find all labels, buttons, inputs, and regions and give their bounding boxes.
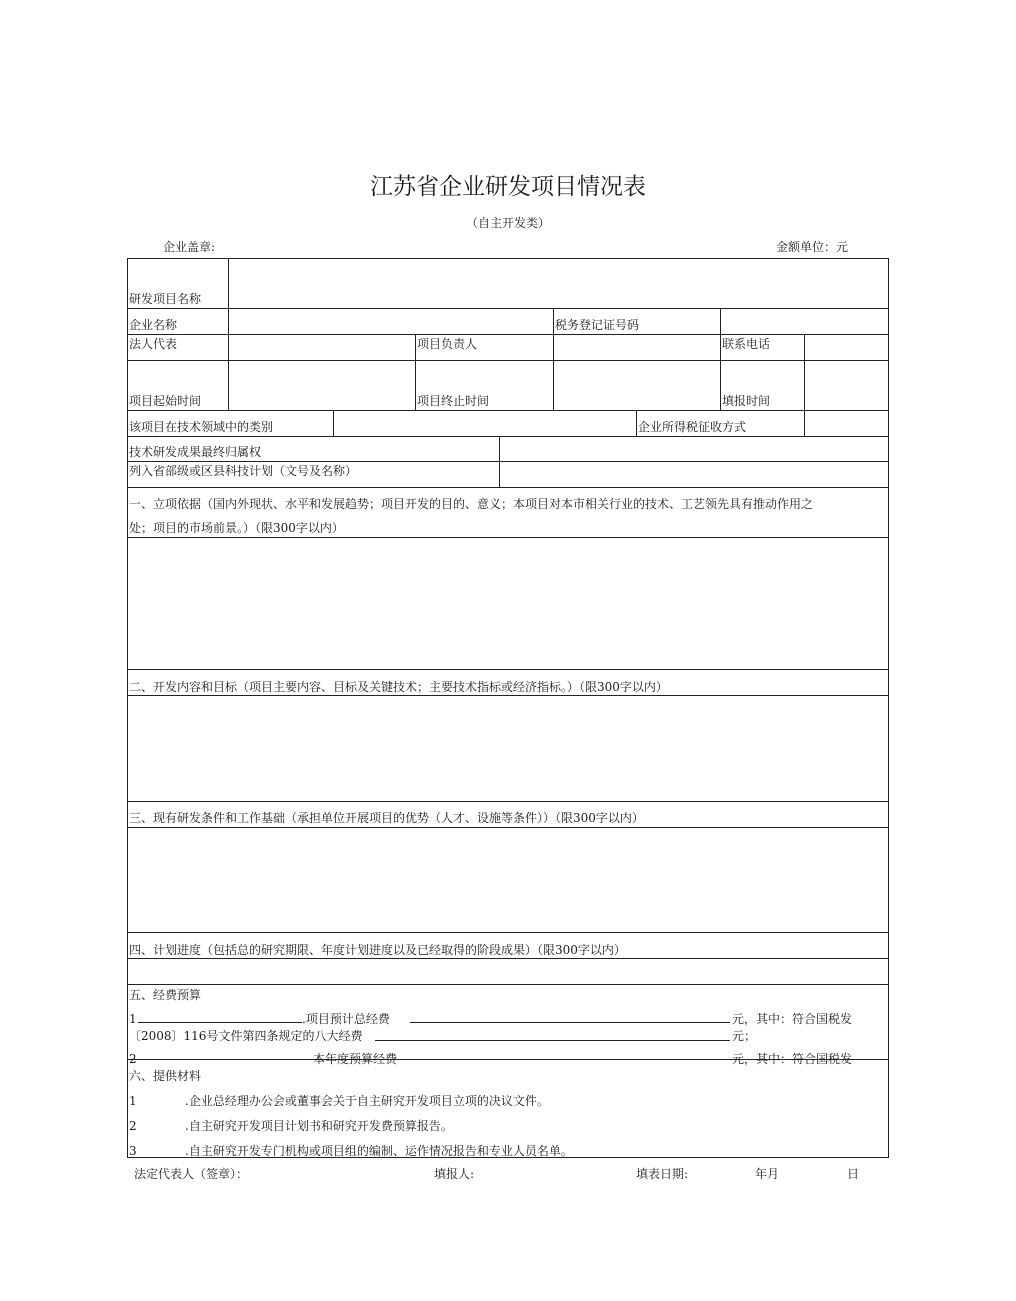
budget-line-2-suffix: 元； [732,1029,757,1043]
total-budget-input[interactable] [410,1022,730,1023]
section-1-heading-line2: 处；项目的市场前景。）（限300字以内） [129,521,344,535]
tech-category-input[interactable] [334,411,635,435]
section-4-textarea[interactable] [128,959,888,983]
section-3-heading: 三、现有研发条件和工作基础（承担单位开展项目的优势（人才、设施等条件））（限300字以内） [129,811,644,825]
end-time-label: 项目终止时间 [417,394,490,408]
budget-line-1-blank [138,1022,302,1023]
legal-rep-input[interactable] [229,335,414,359]
tax-reg-no-label: 税务登记证号码 [555,318,640,332]
budget-line-1-suffix: 元，其中：符合国税发 [732,1012,853,1026]
budget-line-1-number: 1 [129,1012,137,1026]
plan-listed-input[interactable] [500,462,887,486]
material-3-text: .自主研究开发专门机构或项目组的编制、运作情况报告和专业人员名单。 [185,1144,573,1158]
budget-line-3-label: 本年度预算经费 [313,1052,398,1066]
seal-label: 企业盖章: [163,240,216,254]
company-name-input[interactable] [229,309,552,333]
material-1-number: 1 [129,1094,137,1108]
section-1-textarea[interactable] [128,538,888,668]
section-6-heading: 六、提供材料 [129,1069,202,1083]
project-name-label: 研发项目名称 [129,292,202,306]
eight-fees-input[interactable] [375,1040,730,1041]
start-time-label: 项目起始时间 [129,394,202,408]
fill-time-input[interactable] [805,361,887,409]
company-name-label: 企业名称 [129,318,178,332]
plan-listed-label: 列入省部级或区县科技计划（文号及名称） [129,464,358,478]
material-2-text: .自主研究开发项目计划书和研究开发费预算报告。 [185,1119,453,1133]
budget-line-3-number: 2 [129,1052,137,1066]
project-name-input[interactable] [229,259,887,307]
budget-line-3-clipped [128,1046,888,1066]
material-1-text: .企业总经理办公会或董事会关于自主研究开发项目立项的决议文件。 [185,1094,549,1108]
tax-method-input[interactable] [805,411,887,435]
section-3-textarea[interactable] [128,828,888,931]
tax-reg-no-input[interactable] [721,309,887,333]
project-leader-input[interactable] [554,335,719,359]
tech-category-label: 该项目在技术领域中的类别 [129,420,274,434]
budget-line-3-suffix: 元，其中：符合国税发 [732,1052,853,1066]
page-subtitle: （自主开发类） [465,216,550,230]
legal-rep-label: 法人代表 [129,337,178,351]
section-2-textarea[interactable] [128,696,888,800]
year-month-label: 年月 [755,1167,780,1181]
page-title: 江苏省企业研发项目情况表 [370,174,646,200]
budget-line-1-label: .项目预计总经费 [302,1012,390,1026]
day-label: 日 [847,1167,860,1181]
end-time-input[interactable] [554,361,719,409]
result-ownership-input[interactable] [500,437,887,460]
phone-label: 联系电话 [722,337,771,351]
section-2-heading: 二、开发内容和目标（项目主要内容、目标及关键技术；主要技术指标或经济指标。）（限300字以内） [129,680,668,694]
section-5-heading: 五、经费预算 [129,988,202,1002]
project-leader-label: 项目负责人 [417,337,478,351]
tax-method-label: 企业所得税征收方式 [638,420,747,434]
fill-date-label: 填表日期: [636,1167,689,1181]
budget-line-2-label: 〔2008〕116号文件第四条规定的八大经费 [129,1029,363,1043]
section-4-heading: 四、计划进度（包括总的研究期限、年度计划进度以及已经取得的阶段成果）（限300字以内） [129,943,626,957]
material-2-number: 2 [129,1119,137,1133]
phone-input[interactable] [805,335,887,359]
material-3-number: 3 [129,1144,137,1158]
section-1-heading-line1: 一、立项依据（国内外现状、水平和发展趋势；项目开发的目的、意义；本项目对本市相关行业的技术、工艺领先具有推动作用之 [129,497,814,511]
unit-label: 金额单位：元 [776,240,849,254]
filler-label: 填报人: [434,1167,475,1181]
fill-time-label: 填报时间 [722,394,771,408]
legal-sign-label: 法定代表人（签章）： [134,1167,249,1181]
result-ownership-label: 技术研发成果最终归属权 [129,445,262,459]
start-time-input[interactable] [229,361,414,409]
